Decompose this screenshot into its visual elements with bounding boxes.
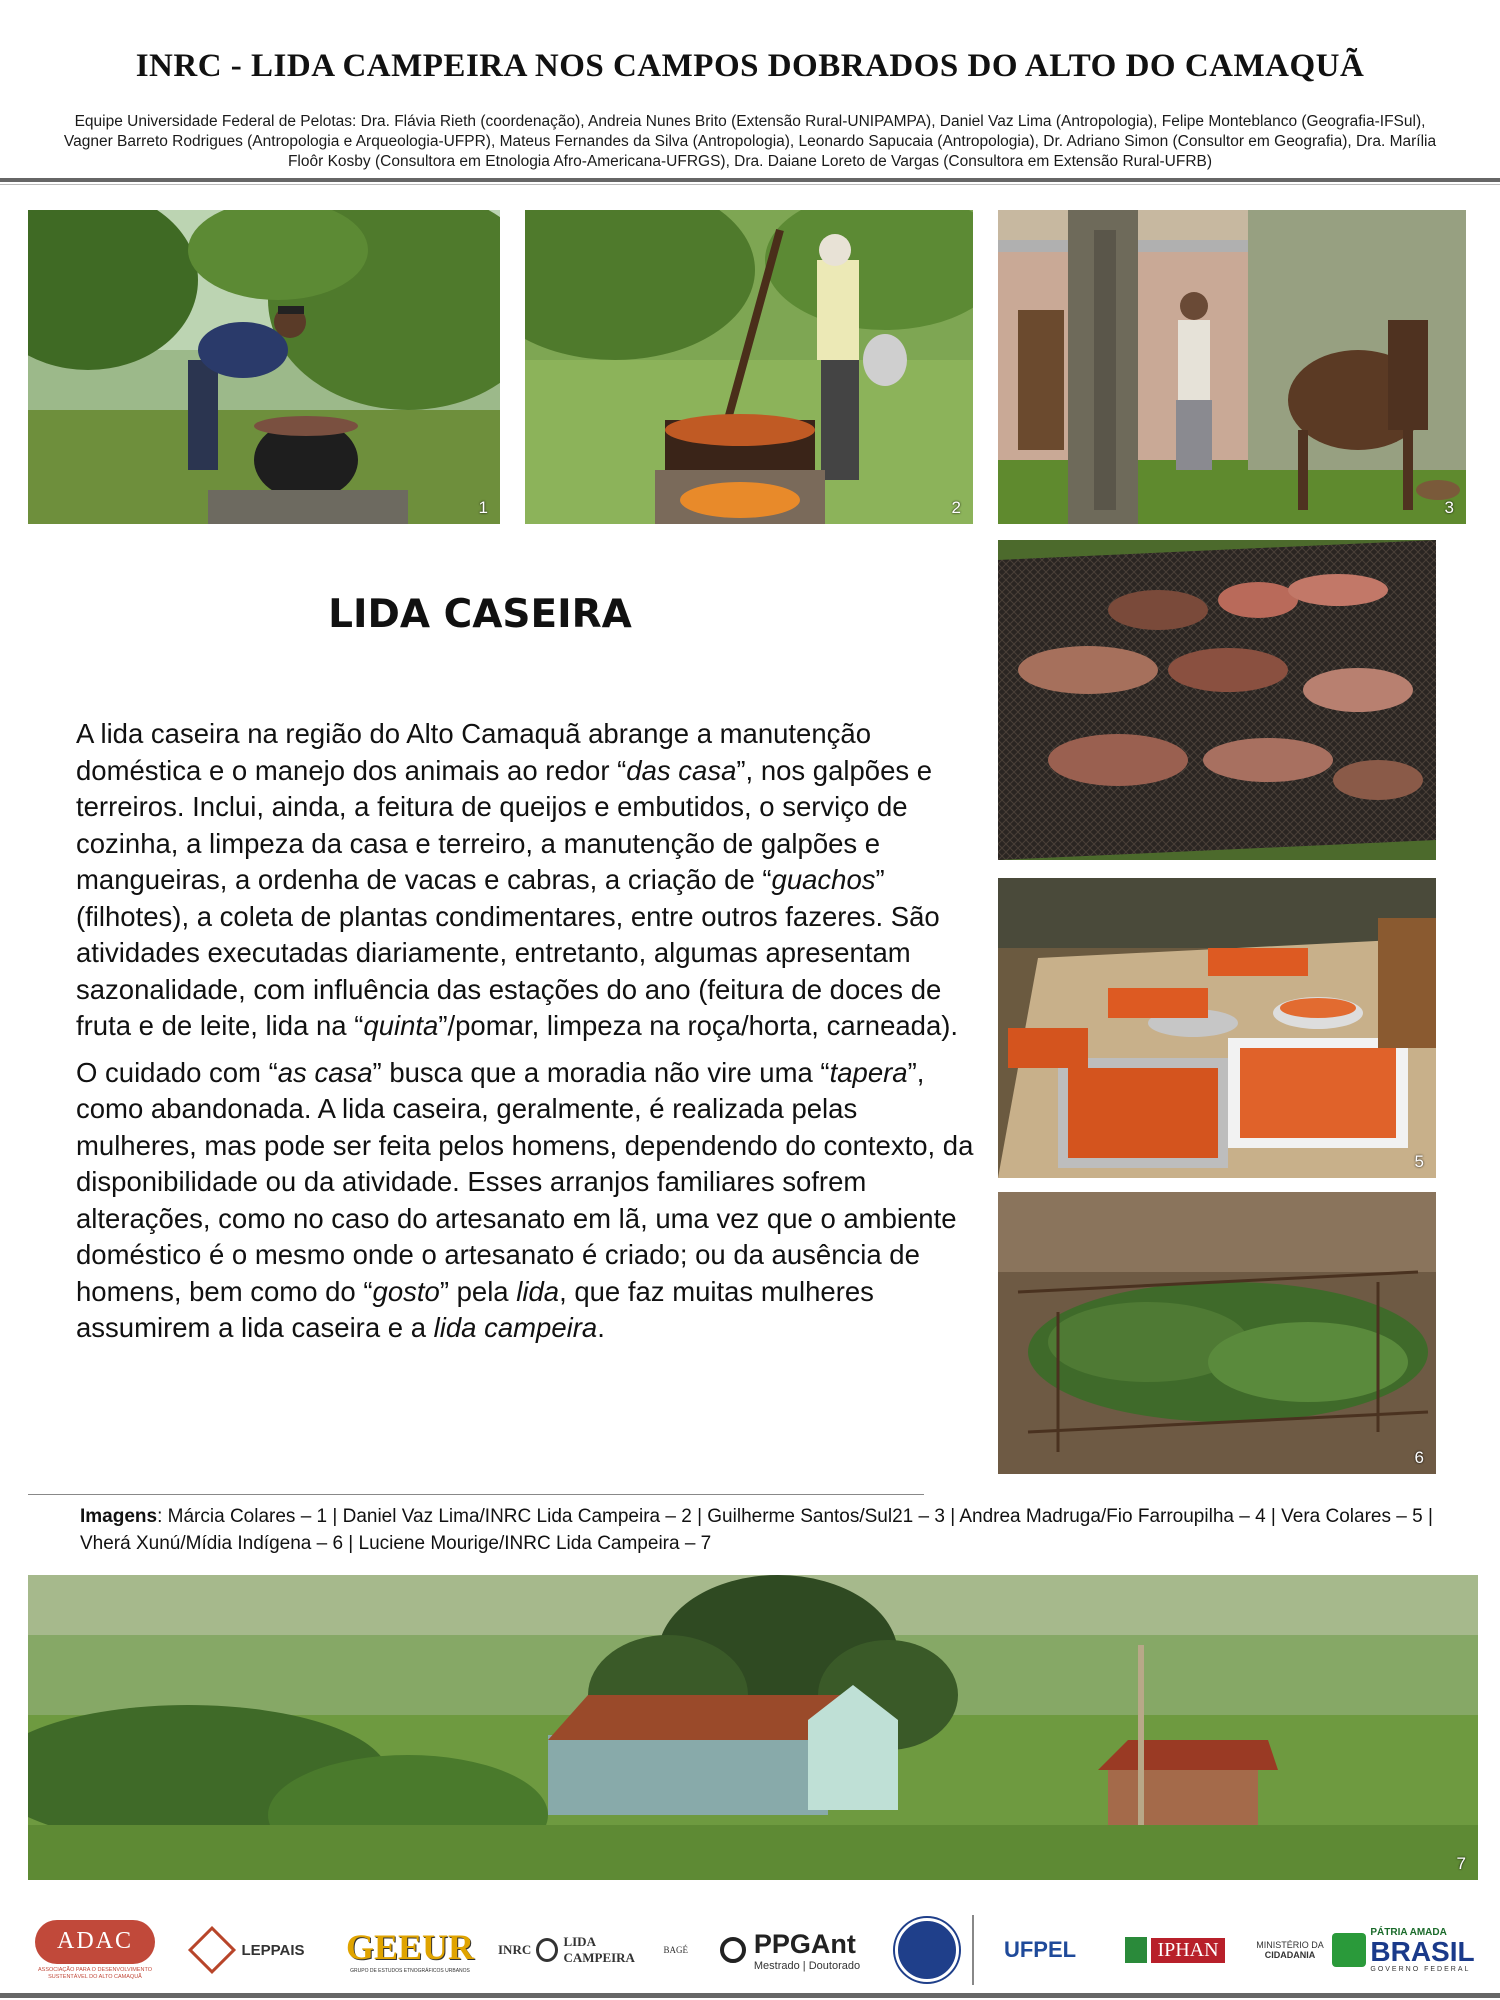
photo-number: 3 (1444, 498, 1454, 517)
photo-3-horse (998, 210, 1466, 524)
photo-1-cauldron (28, 210, 500, 524)
ppgant-subtitle: Mestrado | Doutorado (753, 1959, 861, 1972)
text-run: O cuidado com “ (76, 1056, 278, 1088)
logo-ufpel (990, 1915, 1090, 1985)
text-run: ”, como abandonada. A lida caseira, geralmente, é realizada pelas mulheres, mas pode ser feita pelos homens, dependendo do contexto, da disponibilidade ou da atividade. Esses arranjos familiares sofrem alterações, como no caso do artesanato em lã, uma vez que o ambiente doméstico é o mesmo onde o artesanato é criado; ou da ausência de homens, bem como do “ (76, 1056, 974, 1307)
credits-label: Imagens (80, 1506, 158, 1527)
brasil-governo: GOVERNO FEDERAL (1370, 1965, 1471, 1973)
leppais-text: LEPPAIS (241, 1941, 305, 1959)
italic-term: lida campeira (433, 1312, 598, 1343)
photo-2-stirring (525, 210, 973, 524)
photo-number: 6 (1414, 1448, 1424, 1467)
italic-term: das casa (626, 754, 737, 786)
ppgant-icon (720, 1937, 746, 1963)
logo-ppgant (715, 1915, 865, 1985)
photo-4-grill (998, 540, 1436, 860)
inrc-bage: BAGÉ (663, 1945, 688, 1955)
iphan-icon (1125, 1937, 1147, 1963)
iphan-text: IPHAN (1151, 1938, 1224, 1963)
bottom-divider (0, 1993, 1500, 1998)
image-credits (80, 1503, 1450, 1557)
credits-divider (28, 1494, 924, 1495)
photo-5-jam-trays (998, 878, 1436, 1178)
university-seal-icon (895, 1918, 959, 1982)
text-run: ”, nos galpões e terreiros. Inclui, ainda, a feitura de queijos e embutidos, o serviço de cozinha, a limpeza da casa e terreiro, a manutenção de galpões e mangueiras, a ordenha de vacas e cabras, a criação de “ (76, 754, 933, 895)
team-credits: Equipe Universidade Federal de Pelotas: Dra. Flávia Rieth (coordenação), Andreia Nunes Brito (Extensão Rural-UNIPAMPA), Daniel Vaz Lima (Antropologia), Felipe Monteblanco (Geografia-IFSul), Vagner Barreto Rodrigues (Antropologia e Arqueologia-UFPR), Mateus Fernandes da Silva (Antropologia), Leonardo Sapucaia (Antropologia), Dr. Adriano Simon (Consultor em Geografia), Dra. Marília Floôr Kosby (Consultora em Etnologia Afro-Americana-UFRGS), Dra. Daiane Loreto de Vargas (Consultora em Extensão Rural-UFRB) (63, 113, 1437, 170)
italic-term: gosto (372, 1275, 440, 1307)
logo-leppais (185, 1915, 315, 1985)
poster-title: INRC - LIDA CAMPEIRA NOS CAMPOS DOBRADOS DO ALTO DO CAMAQUÃ (135, 48, 1365, 84)
leppais-icon (188, 1926, 236, 1974)
paragraph-1 (76, 716, 976, 1045)
inrc-text: INRC (498, 1942, 532, 1957)
text-run: . (597, 1312, 605, 1343)
logo-iphan (1100, 1915, 1250, 1985)
text-run: ” pela (439, 1275, 517, 1307)
inrc-lida-text: LIDA CAMPEIRA (563, 1934, 635, 1965)
italic-term: guachos (771, 864, 876, 895)
logo-adac (30, 1915, 160, 1985)
sponsor-logos (30, 1915, 1475, 1985)
photo-number: 1 (478, 498, 488, 517)
brasil-flag-icon (1332, 1933, 1366, 1967)
brasil-text: BRASIL (1370, 1935, 1475, 1967)
photo-number: 2 (951, 498, 961, 517)
photo-number: 7 (1456, 1854, 1466, 1873)
brasil-patria: PÁTRIA AMADA (1370, 1926, 1447, 1938)
inrc-icon (536, 1938, 558, 1962)
section-title: LIDA CASEIRA (328, 592, 632, 637)
italic-term: as casa (277, 1056, 373, 1088)
text-run: ”/pomar, limpeza na roça/horta, carneada). (438, 1010, 959, 1041)
ministerio-line1: MINISTÉRIO DA (1256, 1940, 1324, 1950)
italic-term: lida (516, 1275, 560, 1307)
text-run: , que faz muitas mulheres assumirem a lida caseira e a (76, 1275, 874, 1343)
ministerio-line2: CIDADANIA (1264, 1950, 1316, 1960)
ufpel-text: UFPEL (1003, 1937, 1077, 1962)
text-run: ” busca que a moradia não vire uma “ (372, 1056, 830, 1088)
logo-ministerio (1250, 1915, 1330, 1985)
adac-mark: ADAC (35, 1920, 155, 1964)
geeur-subtitle: GRUPO DE ESTUDOS ETNOGRÁFICOS URBANOS (350, 1968, 470, 1974)
logo-university-seal (892, 1915, 962, 1985)
logo-brasil (1332, 1915, 1475, 1985)
logo-geeur (345, 1915, 475, 1985)
text-run: ” (filhotes), a coleta de plantas condimentares, entre outros fazeres. São atividades executadas diariamente, entretanto, algumas apresentam sazonalidade, com influência das estações do ano (feitura de doces de fruta e de leite, lida na “ (76, 864, 942, 1041)
logos-divider (970, 1915, 976, 1985)
italic-term: tapera (829, 1056, 908, 1088)
geeur-text: GEEUR (345, 1927, 475, 1967)
text-run: A lida caseira na região do Alto Camaquã abrange a manutenção doméstica e o manejo dos animais ao redor “ (76, 718, 871, 786)
top-divider (0, 178, 1500, 182)
credits-text: : Márcia Colares – 1 | Daniel Vaz Lima/INRC Lida Campeira – 2 | Guilherme Santos/Sul21 – 3 | Andrea Madruga/Fio Farroupilha – 4 | Vera Colares – 5 | Vherá Xunú/Mídia Indígena – 6 | Luciene Mourige/INRC Lida Campeira – 7 (80, 1506, 1433, 1554)
adac-subtitle: ASSOCIAÇÃO PARA O DESENVOLVIMENTO SUSTENTÁVEL DO ALTO CAMAQUÃ (37, 1966, 152, 1980)
top-divider-thin (0, 184, 1500, 185)
photo-number: 5 (1414, 1152, 1424, 1171)
logo-inrc (498, 1915, 688, 1985)
italic-term: quinta (363, 1010, 439, 1041)
photo-7-landscape (28, 1575, 1478, 1880)
section-body (76, 716, 976, 1357)
ppgant-text: PPGAnt (753, 1928, 856, 1959)
paragraph-2 (76, 1055, 976, 1347)
photo-6-herbs (998, 1192, 1436, 1474)
